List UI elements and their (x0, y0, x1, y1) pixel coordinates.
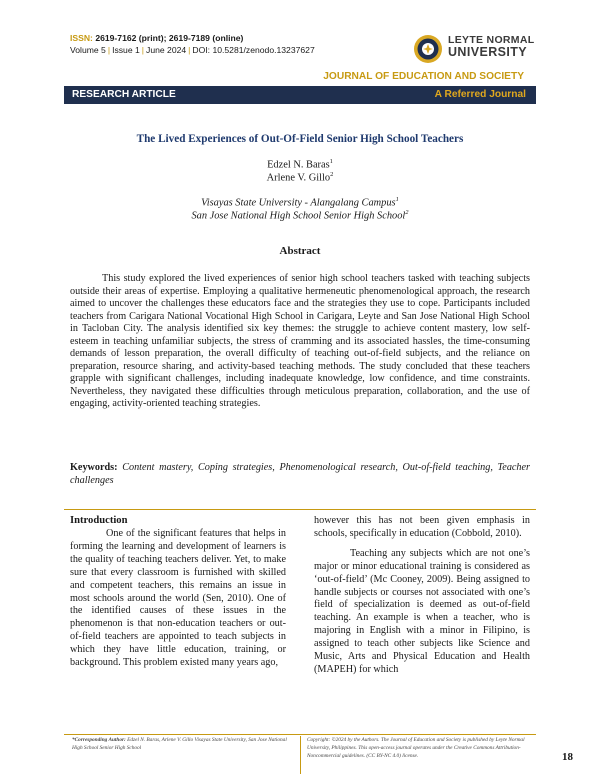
keywords-label: Keywords: (70, 462, 118, 473)
volume: Volume 5 (70, 45, 106, 55)
section-divider (64, 509, 536, 510)
abstract-text (70, 273, 530, 411)
journal-tagline: A Referred Journal (434, 89, 526, 100)
logo-line-1: LEYTE NORMAL (448, 34, 535, 46)
column-2-para-2 (314, 548, 530, 677)
column-2-para-2-text: Teaching any subjects which are not one’s major or minor educational training is considered as ‘out-of-field’ (Mc Cooney, 2009). Being assigned to handle subjects or courses not associated with one’s field of specialization is deemed as out-of-field teaching. An example is when a teacher, who is majoring in English with a minor in Filipino, is assigned to teach other subjects like Science and Music, Arts and Physical Education and Health (MAPEH) for which (314, 547, 530, 675)
logo-line-2: UNIVERSITY (448, 45, 528, 59)
affiliation-2-sup: 2 (405, 209, 409, 216)
column-1 (70, 528, 286, 670)
corresponding-author-label: *Corresponding Author: (72, 737, 126, 743)
university-logo (413, 30, 535, 70)
article-type-bar (64, 86, 536, 104)
affiliation-1 (0, 196, 600, 208)
issn-line (70, 33, 243, 43)
author-1-name: Edzel N. Baras (267, 159, 330, 171)
column-2 (314, 515, 530, 677)
abstract-heading: Abstract (279, 245, 321, 257)
journal-name: JOURNAL OF EDUCATION AND SOCIETY (323, 71, 524, 82)
column-1-text: One of the significant features that helps in forming the learning and development of learners is the quality of teaching teachers deliver. Yet, to make sure that every classroom is furnished with skilled and competent teachers, this remains an issue in most schools around the world (Sen, 2010). One of the identified causes of these issues in the phenomenon is that non-education teachers or out-of-field teachers are appointed to teach subjects in which they have little education, training, or background. This problem existed many years ago, (70, 528, 286, 669)
university-seal-icon (413, 34, 443, 64)
corresponding-author-text: Edzel N. Baras, Arlene V. Gillo Visayas State University, San Jose National High School Senior High School (72, 737, 287, 751)
separator-icon: | (107, 45, 111, 55)
affiliation-2-text: San Jose National High School Senior High School (191, 210, 406, 222)
issue: Issue 1 (112, 45, 140, 55)
author-2-sup: 2 (330, 171, 334, 178)
affiliation-1-sup: 1 (395, 196, 399, 203)
affiliation-2 (0, 209, 600, 221)
article-type: RESEARCH ARTICLE (72, 89, 176, 100)
article-title: The Lived Experiences of Out-Of-Field Senior High School Teachers (136, 133, 464, 145)
keywords-list: Content mastery, Coping strategies, Phenomenological research, Out-of-field teaching, Teacher challenges (70, 462, 531, 486)
separator-icon: | (188, 45, 191, 55)
volume-line (70, 45, 315, 55)
author-1 (0, 158, 600, 170)
keywords (70, 461, 530, 487)
affiliation-1-text: Visayas State University - Alangalang Campus (201, 197, 396, 209)
corresponding-author-note (72, 737, 292, 753)
author-1-sup: 1 (329, 158, 333, 165)
footer-divider (64, 734, 536, 735)
introduction-heading: Introduction (70, 515, 128, 526)
separator-icon: | (141, 45, 145, 55)
footer-vertical-divider (300, 736, 301, 774)
column-2-para-1: however this has not been given emphasis in schools, specifically in education (Cobbold, 2010). (314, 515, 530, 539)
abstract-body: This study explored the lived experiences of senior high school teachers tasked with teaching subjects outside their areas of expertise. Employing a qualitative hermeneutic phenomenological approach, the research aimed to uncover the challenges these educators face and the strategies they use to cope. Participants included teachers from Carigara National Vocational High School in Carigara, Leyte and San Jose National High School in Tacloban City. The analysis identified six key themes: the struggle to achieve content mastery, low self-esteem in teaching unfamiliar subjects, the stress of cramming and its associated hassles, the time-consuming demands of lesson preparation, the overall difficulty of teaching out-of-field subjects, and the reliance on preparation, resource sharing, and activity-based teaching methods. The study concluded that these teachers grapple with significant challenges, including inadequate knowledge, low confidence, and time constraints. Nevertheless, they navigated these difficulties through meticulous preparation, collaboration, and the use of engaging, activity-oriented teaching strategies. (70, 273, 530, 410)
issue-date: June 2024 (146, 45, 187, 55)
author-2 (0, 171, 600, 183)
issn-value: 2619-7162 (print); 2619-7189 (online) (95, 33, 244, 43)
issn-label: ISSN: (70, 33, 93, 43)
author-2-name: Arlene V. Gillo (266, 172, 331, 184)
doi-link[interactable]: DOI: 10.5281/zenodo.13237627 (192, 45, 315, 55)
copyright-note: Copyright: ©2024 by the Authors. The Journal of Education and Society is published by Leyte Normal University, Philippines. This open-access journal operates under the Creative Commons Attribution-Noncommercial guidelines. (CC BY-NC 4.0) license. (307, 737, 525, 759)
page-number: 18 (562, 751, 573, 763)
